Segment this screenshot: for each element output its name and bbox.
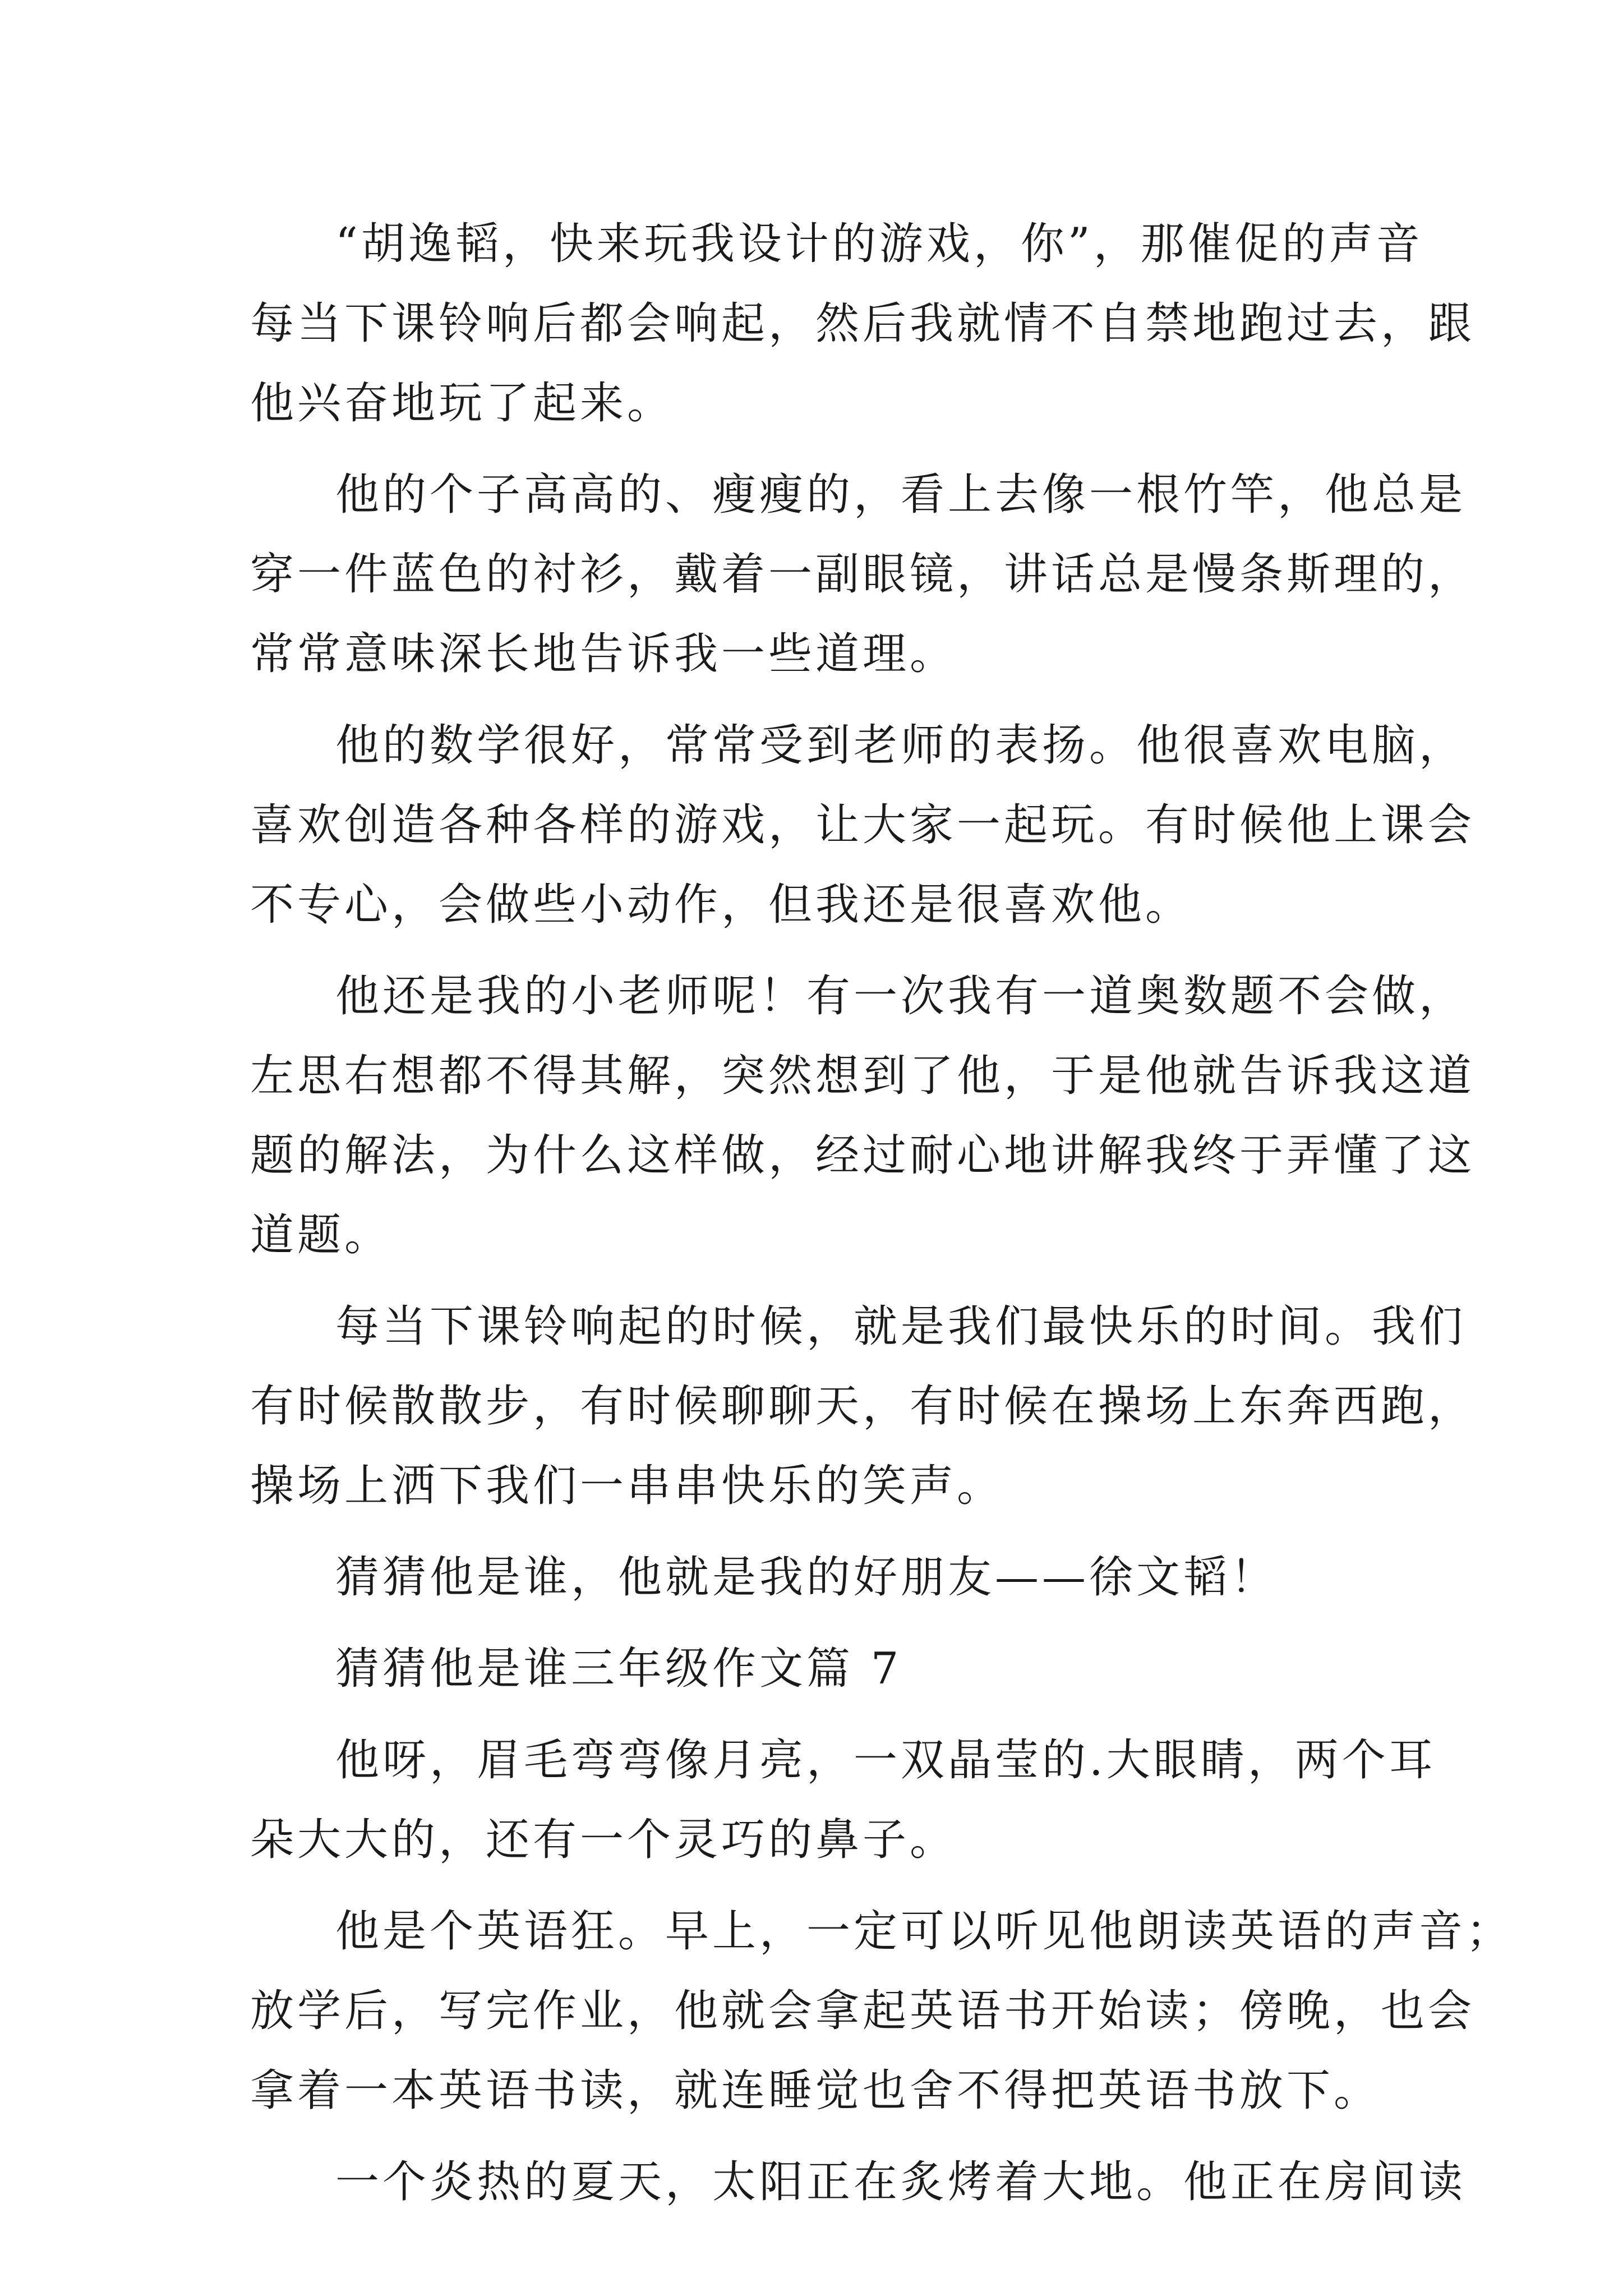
- text-line: 他兴奋地玩了起来。: [250, 378, 675, 429]
- text-line: 他的个子高高的、瘦瘦的，看上去像一根竹竿，他总是: [335, 470, 1467, 520]
- text-line: 操场上洒下我们一串串快乐的笑声。: [250, 1461, 1004, 1511]
- text-line: 道题。: [250, 1210, 392, 1260]
- text-line: 朵大大的，还有一个灵巧的鼻子。: [250, 1815, 957, 1865]
- text-line: 喜欢创造各种各样的游戏，让大家一起玩。有时候他上课会: [250, 800, 1476, 850]
- text-line: 一个炎热的夏天，太阳正在炙烤着大地。他正在房间读: [335, 2157, 1467, 2207]
- text-line: 他还是我的小老师呢！有一次我有一道奥数题不会做，: [335, 971, 1467, 1022]
- text-line: 他的数学很好，常常受到老师的表扬。他很喜欢电脑，: [335, 720, 1467, 771]
- section-heading: 猜猜他是谁三年级作文篇 7: [335, 1644, 902, 1694]
- text-line: 他是个英语狂。早上，一定可以听见他朗读英语的声音；: [335, 1906, 1514, 1957]
- text-line: 猜猜他是谁，他就是我的好朋友——徐文韬！: [335, 1552, 1278, 1603]
- text-line: 不专心，会做些小动作，但我还是很喜欢他。: [250, 880, 1193, 930]
- text-line: 每当下课铃响后都会响起，然后我就情不自禁地跑过去，跟: [250, 298, 1476, 349]
- text-line: 常常意味深长地告诉我一些道理。: [250, 629, 957, 679]
- text-line: 有时候散散步，有时候聊聊天，有时候在操场上东奔西跑，: [250, 1381, 1476, 1432]
- text-line: 放学后，写完作业，他就会拿起英语书开始读；傍晚，也会: [250, 1986, 1476, 2036]
- text-line: “胡逸韬，快来玩我设计的游戏，你”，那催促的声音: [335, 219, 1423, 269]
- text-line: 题的解法，为什么这样做，经过耐心地讲解我终于弄懂了这: [250, 1130, 1476, 1181]
- text-line: 他呀，眉毛弯弯像月亮，一双晶莹的.大眼睛，两个耳: [335, 1735, 1436, 1786]
- text-line: 每当下课铃响起的时候，就是我们最快乐的时间。我们: [335, 1301, 1467, 1352]
- text-line: 拿着一本英语书读，就连睡觉也舍不得把英语书放下。: [250, 2065, 1381, 2116]
- text-line: 穿一件蓝色的衬衫，戴着一副眼镜，讲话总是慢条斯理的，: [250, 549, 1476, 600]
- text-line: 左思右想都不得其解，突然想到了他，于是他就告诉我这道: [250, 1051, 1476, 1101]
